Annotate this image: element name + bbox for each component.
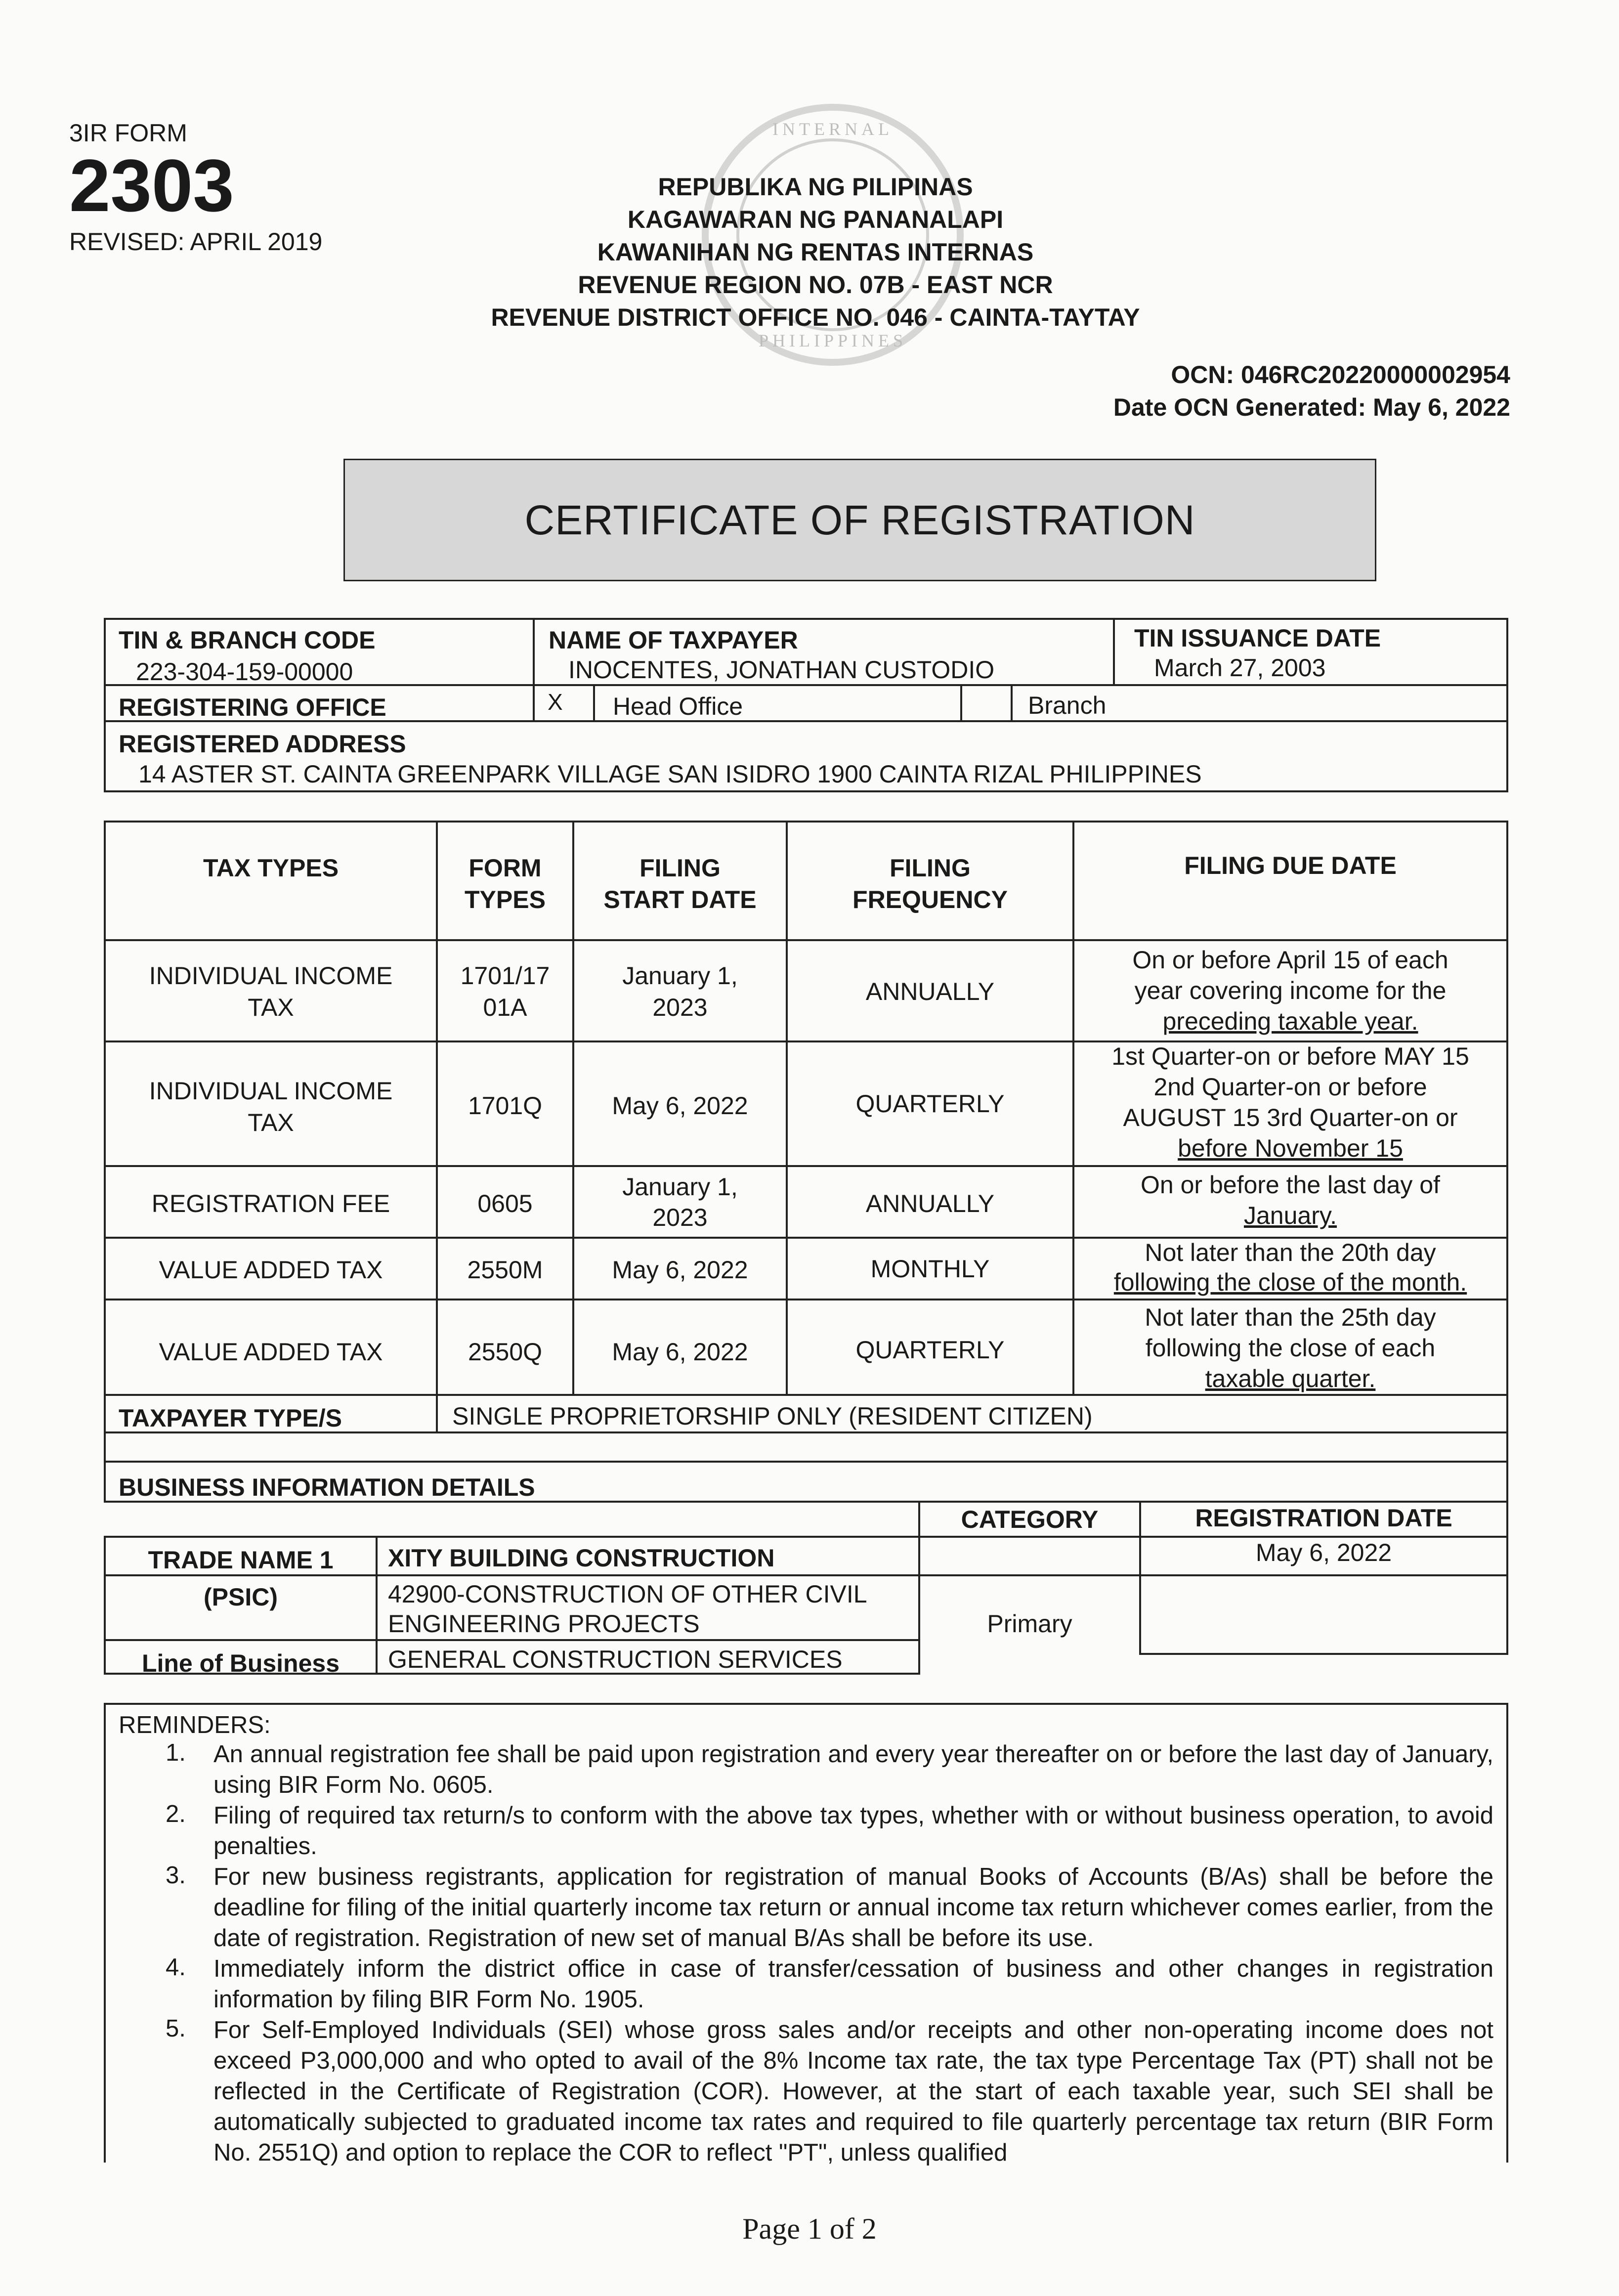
head-office-checkbox-mark: X — [548, 689, 563, 715]
header-start-2: START DATE — [603, 886, 757, 913]
reminder-number: 2. — [166, 1801, 186, 1827]
row4-start: May 6, 2022 — [612, 1256, 748, 1284]
registering-office-label: REGISTERING OFFICE — [119, 693, 386, 721]
row5-form: 2550Q — [468, 1338, 543, 1366]
row2-frequency: QUARTERLY — [855, 1090, 1005, 1118]
agency-line: REVENUE REGION NO. 07B - EAST NCR — [578, 271, 1053, 299]
row3-form: 0605 — [477, 1190, 533, 1217]
row4-form: 2550M — [467, 1256, 543, 1284]
taxpayer-type-value: SINGLE PROPRIETORSHIP ONLY (RESIDENT CITIZEN) — [452, 1402, 1093, 1430]
tin-issuance-label: TIN ISSUANCE DATE — [1134, 624, 1381, 652]
row2-due: 2nd Quarter-on or before — [1153, 1073, 1427, 1101]
agency-line: KAGAWARAN NG PANANALAPI — [627, 206, 1004, 233]
row2-form: 1701Q — [468, 1092, 543, 1120]
row1-tax-type: TAX — [248, 994, 294, 1021]
row1-start: January 1, — [622, 962, 738, 990]
business-section-label: BUSINESS INFORMATION DETAILS — [119, 1473, 535, 1501]
row5-start: May 6, 2022 — [612, 1338, 748, 1366]
row2-tax-type: TAX — [248, 1109, 294, 1136]
form-label: 3IR FORM — [69, 119, 187, 147]
reminder-text: Immediately inform the district office in case of transfer/cessation of business and other changes in registration information by filing BIR Form No. 1905. — [213, 1955, 1493, 2013]
psic-label: (PSIC) — [204, 1583, 278, 1611]
row1-start: 2023 — [652, 994, 708, 1021]
row5-tax-type: VALUE ADDED TAX — [159, 1338, 383, 1366]
row2-due: AUGUST 15 3rd Quarter-on or — [1123, 1104, 1458, 1131]
reminder-text: Filing of required tax return/s to conform with the above tax types, whether with or without business operation, to avoid penalties. — [213, 1802, 1493, 1860]
taxpayer-name-label: NAME OF TAXPAYER — [549, 626, 798, 654]
header-tax-types: TAX TYPES — [203, 854, 339, 882]
agency-line: REPUBLIKA NG PILIPINAS — [658, 173, 973, 201]
header-frequency-2: FREQUENCY — [852, 886, 1008, 913]
registration-date-header: REGISTRATION DATE — [1195, 1504, 1452, 1532]
row4-due: following the close of the month. — [1113, 1268, 1467, 1296]
row3-start: January 1, — [622, 1173, 738, 1201]
page-number: Page 1 of 2 — [742, 2212, 877, 2245]
category-value: Primary — [987, 1610, 1072, 1638]
registration-date-value: May 6, 2022 — [1255, 1539, 1392, 1566]
row1-due: year covering income for the — [1134, 977, 1447, 1004]
row5-due: taxable quarter. — [1205, 1365, 1376, 1392]
head-office-label: Head Office — [613, 693, 743, 720]
taxpayer-name-value: INOCENTES, JONATHAN CUSTODIO — [568, 656, 995, 684]
row4-frequency: MONTHLY — [870, 1255, 990, 1283]
header-frequency-1: FILING — [890, 854, 971, 882]
row5-frequency: QUARTERLY — [855, 1336, 1005, 1364]
reminder-number: 1. — [166, 1739, 186, 1766]
agency-line: REVENUE DISTRICT OFFICE NO. 046 - CAINTA-TAYTAY — [491, 303, 1140, 331]
header-start-1: FILING — [639, 854, 721, 882]
ocn-number: OCN: 046RC20220000002954 — [1171, 361, 1510, 389]
seal-top-text: INTERNAL — [772, 119, 893, 139]
header-due-date: FILING DUE DATE — [1184, 852, 1397, 879]
header-form-types-1: FORM — [469, 854, 542, 882]
tin-label: TIN & BRANCH CODE — [119, 626, 376, 654]
row3-start: 2023 — [652, 1204, 708, 1231]
agency-header — [385, 171, 1245, 334]
line-of-business-label: Line of Business — [141, 1649, 340, 1677]
reminder-text: For Self-Employed Individuals (SEI) whose gross sales and/or receipts and other non-operating income does not exceed P3,000,000 and who opted to avail of the 8% Income tax rate, the tax type Percentage Tax (PT) shall not be reflected in the Certificate of Registration (COR). However, at the start of each taxable year, such SEI shall be automatically subjected to graduated income tax rates and required to file quarterly percentage tax return (BIR Form No. 2551Q) and option to replace the COR to reflect "PT", unless qualified — [213, 2017, 1493, 2166]
reminder-number: 3. — [166, 1862, 186, 1889]
psic-value: ENGINEERING PROJECTS — [388, 1610, 700, 1638]
row2-start: May 6, 2022 — [612, 1092, 748, 1120]
row3-frequency: ANNUALLY — [865, 1190, 995, 1217]
agency-line: KAWANIHAN NG RENTAS INTERNAS — [597, 238, 1034, 266]
trade-name-value: XITY BUILDING CONSTRUCTION — [388, 1544, 775, 1572]
row2-tax-type: INDIVIDUAL INCOME — [149, 1077, 393, 1105]
row4-due: Not later than the 20th day — [1145, 1239, 1436, 1266]
branch-label: Branch — [1028, 692, 1107, 719]
row1-frequency: ANNUALLY — [865, 978, 995, 1005]
row2-due: 1st Quarter-on or before MAY 15 — [1111, 1042, 1469, 1070]
row5-due: following the close of each — [1145, 1334, 1436, 1362]
seal-bottom-text: PHILIPPINES — [758, 331, 907, 350]
ocn-date: Date OCN Generated: May 6, 2022 — [1113, 393, 1510, 421]
row3-due: On or before the last day of — [1141, 1171, 1440, 1199]
reminder-number: 4. — [166, 1954, 186, 1981]
reminders-title: REMINDERS: — [119, 1712, 271, 1738]
certificate-title: CERTIFICATE OF REGISTRATION — [343, 459, 1376, 581]
tin-issuance-value: March 27, 2003 — [1154, 654, 1326, 682]
row1-due: preceding taxable year. — [1162, 1007, 1418, 1035]
tin-value: 223-304-159-00000 — [136, 658, 353, 686]
header-form-types-2: TYPES — [465, 886, 546, 913]
category-header: CATEGORY — [961, 1506, 1099, 1533]
trade-name-label: TRADE NAME 1 — [148, 1546, 334, 1574]
form-number: 2303 — [69, 144, 234, 227]
reminder-text: For new business registrants, application for registration of manual Books of Accounts (B/As) shall be before the deadline for filing of the initial quarterly income tax return or annual income tax return whichever comes earlier, from the date of registration. Registration of new set of manual B/As shall be before its use. — [213, 1863, 1493, 1951]
row3-due: January. — [1243, 1202, 1337, 1229]
reminder-text: An annual registration fee shall be paid upon registration and every year thereafter on or before the last day of January, using BIR Form No. 0605. — [213, 1741, 1493, 1798]
row5-due: Not later than the 25th day — [1145, 1303, 1436, 1331]
line-of-business-value: GENERAL CONSTRUCTION SERVICES — [388, 1646, 843, 1673]
form-revised-date: REVISED: APRIL 2019 — [69, 228, 323, 256]
taxpayer-type-label: TAXPAYER TYPE/S — [119, 1404, 342, 1432]
psic-value: 42900-CONSTRUCTION OF OTHER CIVIL — [388, 1580, 867, 1608]
registered-address-value: 14 ASTER ST. CAINTA GREENPARK VILLAGE SAN ISIDRO 1900 CAINTA RIZAL PHILIPPINES — [138, 760, 1202, 788]
row1-form: 01A — [483, 994, 527, 1021]
row1-tax-type: INDIVIDUAL INCOME — [149, 962, 393, 990]
row3-tax-type: REGISTRATION FEE — [151, 1190, 390, 1217]
row1-due: On or before April 15 of each — [1132, 946, 1449, 974]
reminder-number: 5. — [166, 2015, 186, 2042]
row4-tax-type: VALUE ADDED TAX — [159, 1256, 383, 1284]
ocn-block — [1113, 358, 1510, 424]
row1-form: 1701/17 — [460, 962, 550, 990]
row2-due: before November 15 — [1178, 1134, 1403, 1162]
registered-address-label: REGISTERED ADDRESS — [119, 730, 406, 758]
